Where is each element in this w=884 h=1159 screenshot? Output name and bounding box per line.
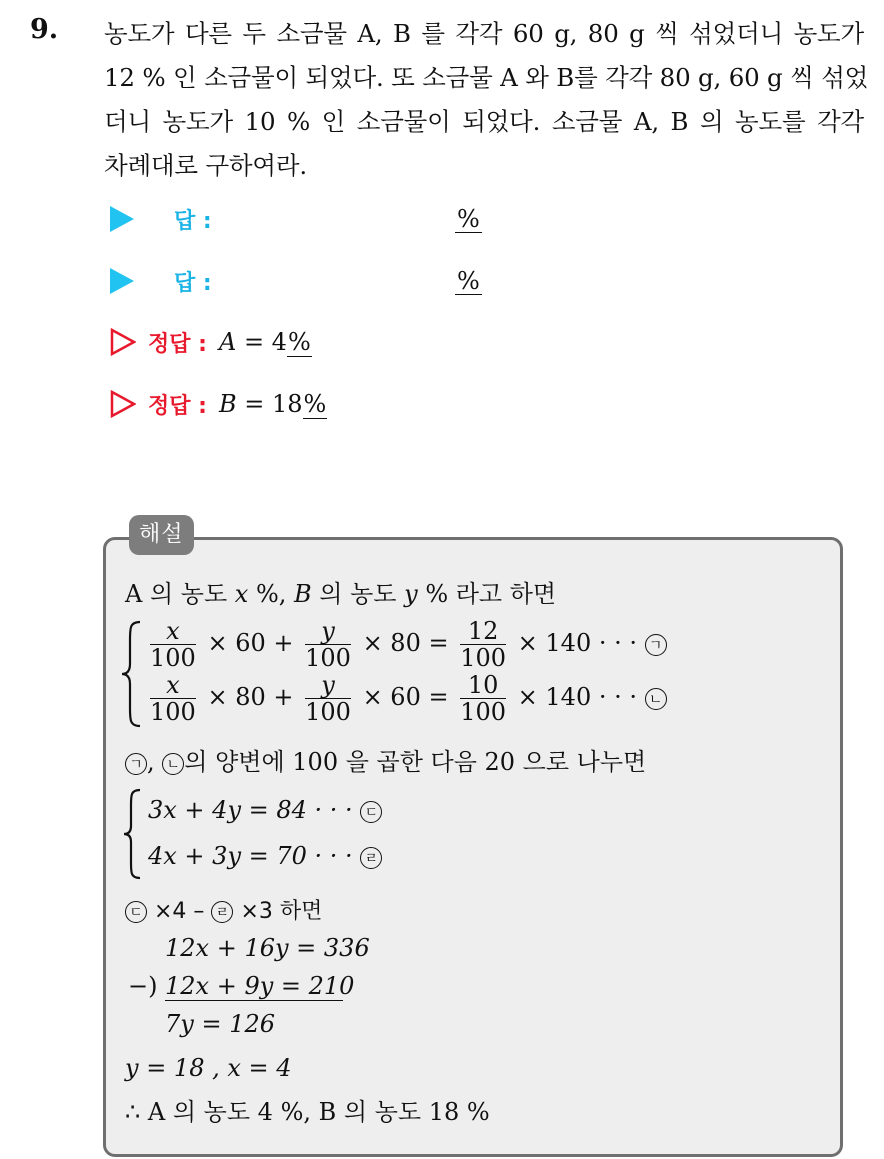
solution-conclusion: ∴ A 의 농도 4 %, B 의 농도 18 % [125, 1098, 490, 1126]
outline-triangle-icon [110, 390, 136, 418]
answer-blank-2[interactable]: % [457, 267, 480, 295]
answer-row-1 [110, 201, 212, 237]
calc-row-3: 7y = 126 [165, 1010, 276, 1038]
answer-blank-1[interactable]: % [457, 205, 480, 233]
correct-value: B = 18% [218, 390, 327, 418]
solution-line-4: y = 18 , x = 4 [125, 1054, 292, 1082]
correct-label: 정답 : [148, 331, 207, 357]
solution-line-1: A 의 농도 x %, B 의 농도 y % 라고 하면 [125, 580, 557, 608]
circled-mark: ㄹ [360, 847, 382, 869]
question-number: 9. [30, 14, 59, 45]
solution-line-3: ㄷ ×4 – ㄹ ×3 하면 [125, 894, 322, 925]
play-triangle-icon [110, 206, 134, 232]
solution-tag: 해설 [129, 515, 194, 555]
outline-triangle-icon [110, 328, 136, 356]
correct-answer-b [110, 386, 327, 422]
equation-3: 3x + 4y = 84 · · · ㄷ [148, 796, 382, 824]
equation-1: $\frac{x}{100}$ × 60 + $\frac{y}{100}$ × 80 = $\frac{12}{100}$ × 140 · · · ㄱ [146, 618, 667, 671]
circled-mark: ㄱ [645, 634, 667, 656]
play-triangle-icon [110, 268, 134, 294]
question-line: 12 % 인 소금물이 되었다. 또 소금물 A 와 B를 각각 80 g, 60 g 씩 섞었 [104, 63, 869, 92]
correct-label: 정답 : [148, 393, 207, 419]
circled-mark: ㄴ [645, 688, 667, 710]
left-brace-icon [122, 788, 142, 880]
question-line: 농도가 다른 두 소금물 A, B 를 각각 60 g, 80 g 씩 섞었더니 농도가 [104, 19, 864, 48]
answer-label: 답 : [174, 208, 212, 234]
left-brace-icon [120, 620, 142, 728]
question-text [104, 12, 869, 188]
equation-2: $\frac{x}{100}$ × 80 + $\frac{y}{100}$ × 60 = $\frac{10}{100}$ × 140 · · · ㄴ [146, 672, 667, 725]
question-line: 차례대로 구하여라. [104, 151, 307, 180]
calc-row-2: 12x + 9y = 210 [165, 972, 355, 1000]
answer-label: 답 : [174, 270, 212, 296]
circled-mark: ㄷ [360, 801, 382, 823]
calc-minus: −) [128, 972, 158, 1000]
correct-answer-a [110, 324, 312, 360]
calc-row-1: 12x + 16y = 336 [165, 934, 370, 962]
answer-row-2 [110, 263, 212, 299]
solution-line-2: ㄱ , ㄴ 의 양변에 100 을 곱한 다음 20 으로 나누면 [125, 742, 646, 777]
correct-value: A = 4% [218, 328, 311, 356]
equation-4: 4x + 3y = 70 · · · ㄹ [148, 842, 382, 870]
question-line: 더니 농도가 10 % 인 소금물이 되었다. 소금물 A, B 의 농도를 각각 [104, 107, 864, 136]
